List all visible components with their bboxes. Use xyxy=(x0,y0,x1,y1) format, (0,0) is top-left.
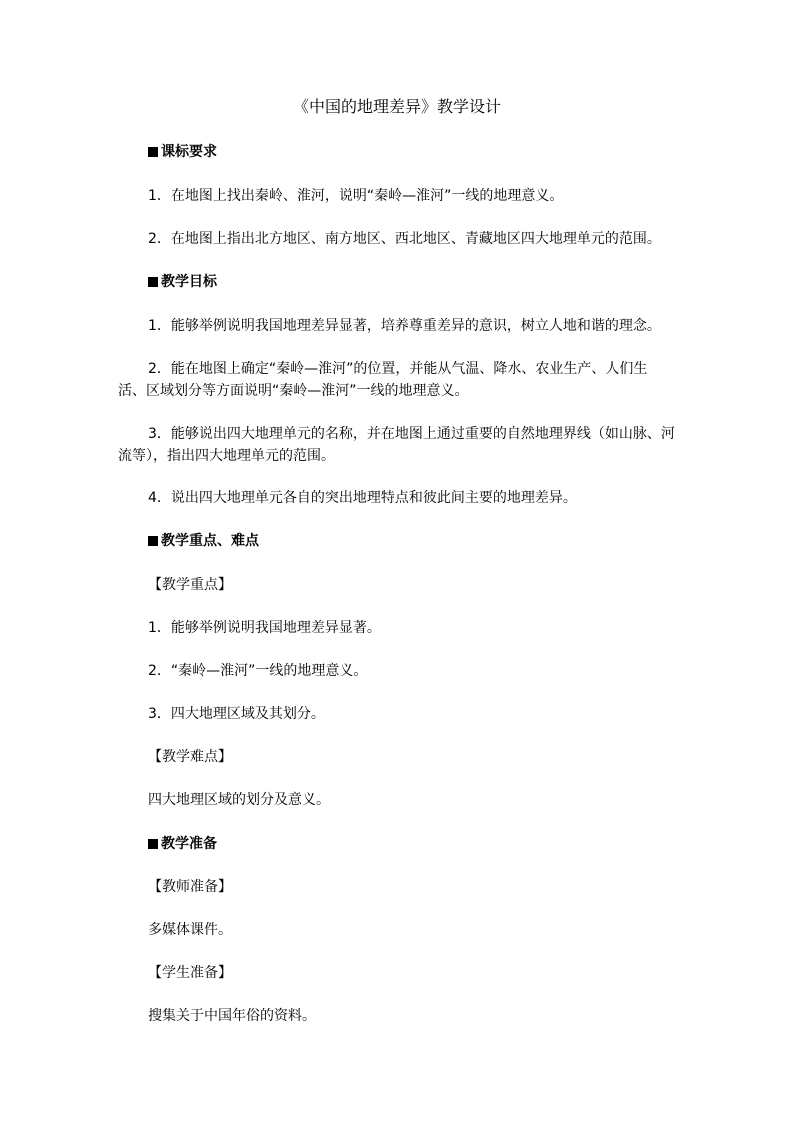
difficulty-label: 【教学难点】 xyxy=(148,749,232,765)
standards-item: 1．在地图上找出秦岭、淮河，说明“秦岭—淮河”一线的地理意义。 xyxy=(148,188,564,204)
section-heading-objectives: 教学目标 xyxy=(148,272,217,292)
section-heading-key-points: 教学重点、难点 xyxy=(148,531,259,551)
focus-item: 3．四大地理区域及其划分。 xyxy=(148,706,325,722)
objective-item: 1．能够举例说明我国地理差异显著，培养尊重差异的意识，树立人地和谐的理念。 xyxy=(148,318,661,334)
teacher-prep-label: 【教师准备】 xyxy=(148,879,232,895)
objective-item-continuation: 活、区域划分等方面说明“秦岭—淮河”一线的地理意义。 xyxy=(118,383,469,399)
standards-item: 2．在地图上指出北方地区、南方地区、西北地区、青藏地区四大地理单元的范围。 xyxy=(148,231,661,247)
focus-item: 1．能够举例说明我国地理差异显著。 xyxy=(148,620,381,636)
objective-item-continuation: 流等），指出四大地理单元的范围。 xyxy=(118,448,335,464)
section-heading-preparation: 教学准备 xyxy=(148,834,217,854)
student-prep-text: 搜集关于中国年俗的资料。 xyxy=(148,1008,316,1024)
difficulty-text: 四大地理区域的划分及意义。 xyxy=(148,792,330,808)
focus-label: 【教学重点】 xyxy=(148,577,232,593)
document-title: 《中国的地理差异》教学设计 xyxy=(292,97,501,116)
focus-item: 2．“秦岭—淮河”一线的地理意义。 xyxy=(148,663,368,679)
square-bullet-icon xyxy=(148,536,158,546)
objective-item: 3．能够说出四大地理单元的名称，并在地图上通过重要的自然地理界线（如山脉、河 xyxy=(148,426,675,442)
square-bullet-icon xyxy=(148,147,158,157)
square-bullet-icon xyxy=(148,277,158,287)
student-prep-label: 【学生准备】 xyxy=(148,965,232,981)
objective-item: 2．能在地图上确定“秦岭—淮河”的位置，并能从气温、降水、农业生产、人们生 xyxy=(148,361,648,377)
square-bullet-icon xyxy=(148,839,158,849)
teacher-prep-text: 多媒体课件。 xyxy=(148,922,232,938)
objective-item: 4．说出四大地理单元各自的突出地理特点和彼此间主要的地理差异。 xyxy=(148,490,577,506)
section-heading-standards: 课标要求 xyxy=(148,142,217,162)
